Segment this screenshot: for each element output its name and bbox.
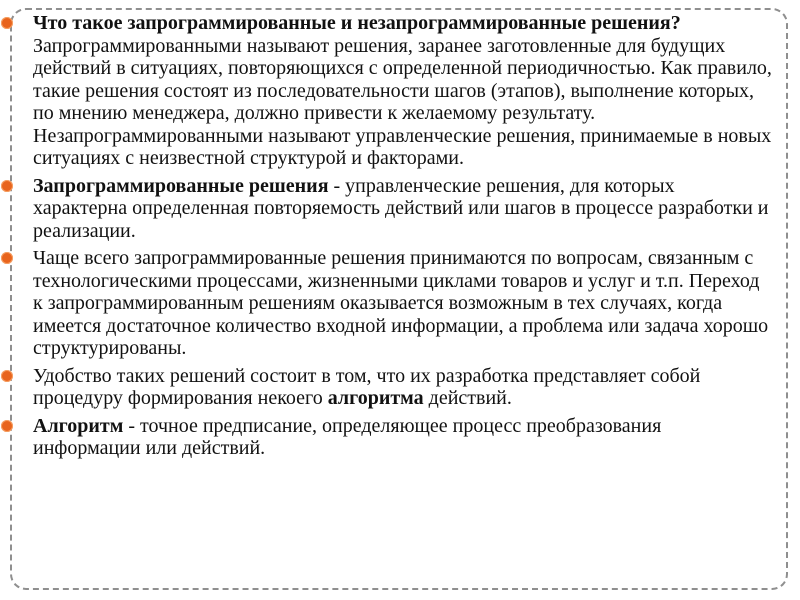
bullet-dot-icon <box>1 370 13 382</box>
bullet-text-bold: Что такое запрограммированные и незапрограммированные решения? <box>33 12 681 34</box>
bullet-item-1 <box>0 12 780 170</box>
bullet-dot-icon <box>1 252 13 264</box>
slide-content <box>0 12 780 465</box>
bullet-item-5 <box>0 415 780 460</box>
bullet-text: Запрограммированными называют решения, заранее заготовленные для будущих действий в ситуациях, повторяющихся с определенной периодичностью. Как правило, такие решения состоят из последовательности шагов (этапов), выполнение которых, по мнению менеджера, должно привести к желаемому результату. Незапрограммированными называют управленческие решения, принимаемые в новых ситуациях с неизвестной структурой и факторами. <box>33 34 772 169</box>
bullet-text-bold: Запрограммированные решения <box>33 174 329 197</box>
bullet-text: действий. <box>423 387 512 409</box>
bullet-dot-icon <box>1 420 13 432</box>
bullet-text: Удобство таких решений состоит в том, что их разработка представляет собой процедуру формирования некоего <box>33 364 701 409</box>
bullet-text-bold: Алгоритм <box>33 414 124 437</box>
bullet-text-bold: алгоритма <box>327 387 424 409</box>
bullet-text: - точное предписание, определяющее процесс преобразования информации или действий. <box>33 414 662 459</box>
bullet-dot-icon <box>1 17 13 29</box>
bullet-item-2 <box>0 175 780 243</box>
bullet-item-4 <box>0 365 780 410</box>
bullet-item-3 <box>0 247 780 360</box>
bullet-text: - управленческие решения, для которых характерна определенная повторяемость действий или шагов в процессе разработки и реализации. <box>33 174 769 242</box>
bullet-dot-icon <box>1 180 13 192</box>
bullet-text: Чаще всего запрограммированные решения принимаются по вопросам, связанным с технологическими процессами, жизненными циклами товаров и услуг и т.п. Переход к запрограммированным решениям оказывается возможным в тех случаях, когда имеется достаточное количество входной информации, а проблема или задача хорошо структурированы. <box>33 247 769 359</box>
